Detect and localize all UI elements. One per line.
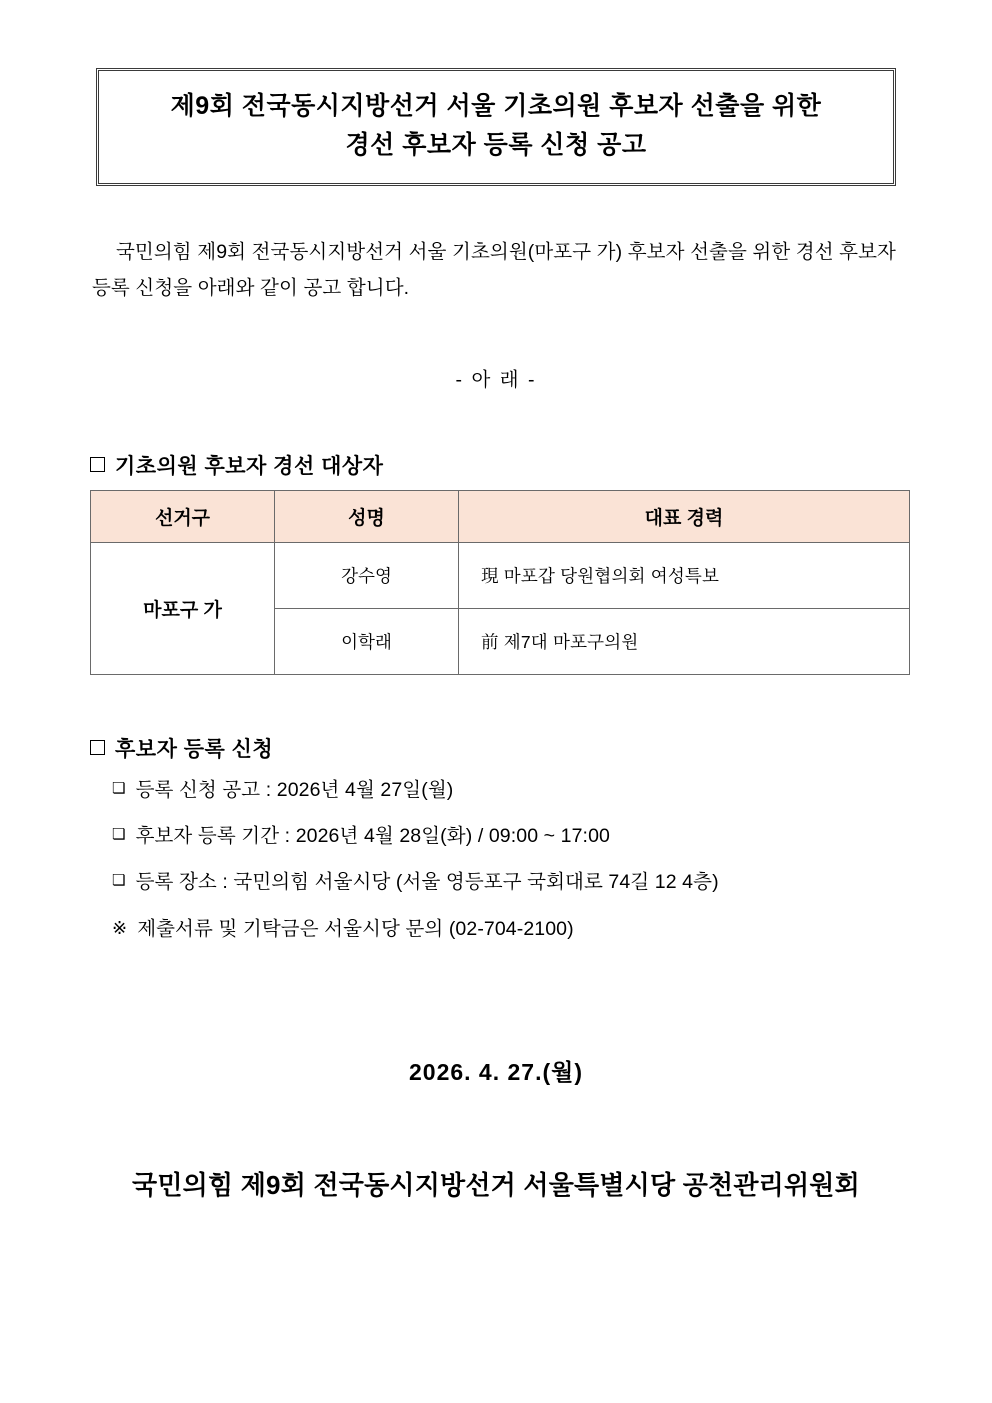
note-item (112, 916, 912, 942)
issue-date: 2026. 4. 27.(월) (408, 1058, 584, 1085)
bullet-icon: ❏ (112, 872, 126, 890)
list-item (112, 777, 912, 803)
column-header-name: 성명 (275, 490, 459, 542)
title-line-2: 경선 후보자 등록 신청 공고 (345, 130, 647, 159)
column-header-district: 선거구 (91, 490, 275, 542)
bullet-icon: ❏ (112, 779, 126, 797)
cell-name: 이학래 (275, 608, 459, 674)
section-heading-registration-label: 후보자 등록 신청 (115, 737, 274, 761)
section-heading-candidates-label: 기초의원 후보자 경선 대상자 (115, 454, 384, 478)
list-item-label: 등록 신청 공고 : 2026년 4월 27일(월) (135, 778, 454, 801)
title-line-1: 제9회 전국동시지방선거 서울 기초의원 후보자 선출을 위한 (170, 92, 822, 120)
note-label: 제출서류 및 기탁금은 서울시당 문의 (02-704-2100) (137, 917, 574, 940)
list-item (112, 823, 912, 849)
square-icon (90, 457, 105, 472)
title-box (96, 68, 896, 186)
cell-career: 現 마포갑 당원협의회 여성특보 (459, 542, 910, 608)
list-item-label: 등록 장소 : 국민의힘 서울시당 (서울 영등포구 국회대로 74길 12 4층) (135, 871, 719, 894)
below-marker: - 아 래 - (455, 368, 537, 391)
cell-career: 前 제7대 마포구의원 (459, 608, 910, 674)
cell-name: 강수영 (275, 542, 459, 608)
table-row (91, 542, 910, 608)
list-item-label: 후보자 등록 기간 : 2026년 4월 28일(화) / 09:00 ~ 17:00 (135, 824, 610, 847)
intro-paragraph: 국민의힘 제9회 전국동시지방선거 서울 기초의원(마포구 가) 후보자 선출을 위한 경선 후보자 등록 신청을 아래와 같이 공고 합니다. (92, 240, 896, 299)
registration-list (80, 777, 912, 942)
square-icon (90, 740, 105, 755)
table-header-row (91, 490, 910, 542)
cell-district: 마포구 가 (91, 542, 275, 674)
column-header-career: 대표 경력 (459, 490, 910, 542)
section-heading-candidates (90, 450, 912, 480)
candidates-table (90, 490, 910, 675)
reference-mark-icon: ※ (112, 917, 128, 938)
issuer-name: 국민의힘 제9회 전국동시지방선거 서울특별시당 공천관리위원회 (132, 1169, 860, 1200)
bullet-icon: ❏ (112, 825, 126, 843)
section-heading-registration (90, 733, 912, 763)
list-item (112, 869, 912, 895)
